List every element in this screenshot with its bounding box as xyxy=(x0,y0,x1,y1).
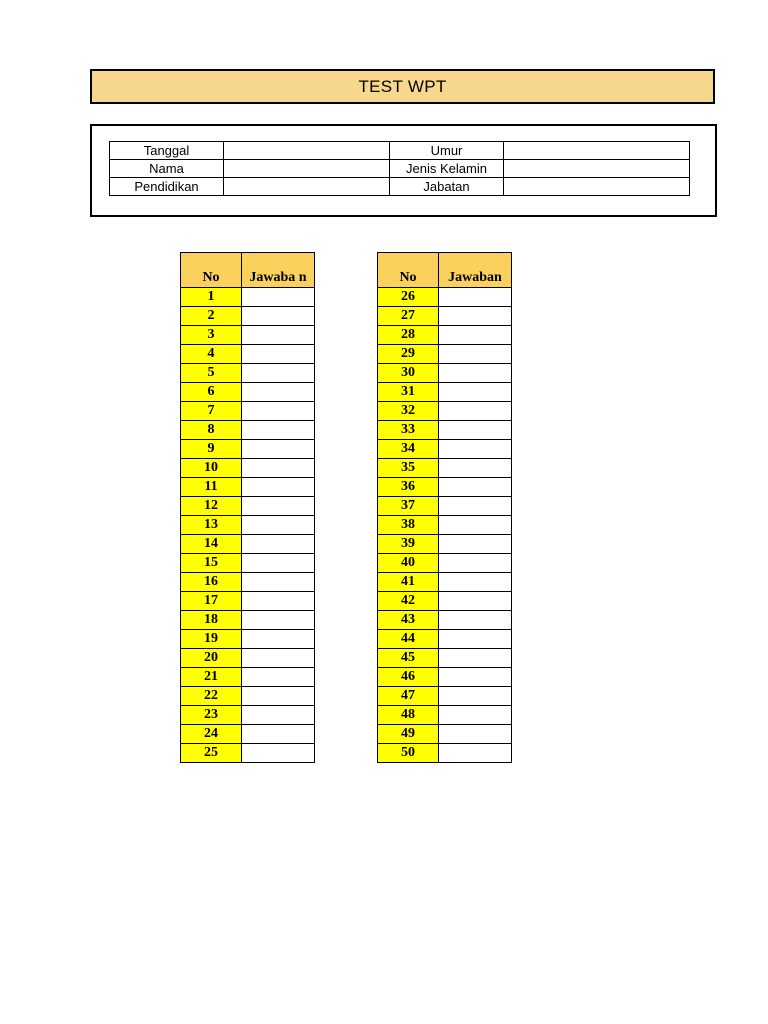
answer-cell[interactable] xyxy=(242,630,315,649)
question-number: 25 xyxy=(181,744,242,763)
answer-cell[interactable] xyxy=(242,364,315,383)
info-label: Umur xyxy=(390,142,504,160)
question-number: 41 xyxy=(378,573,439,592)
answer-cell[interactable] xyxy=(439,421,512,440)
question-number: 13 xyxy=(181,516,242,535)
answer-cell[interactable] xyxy=(439,497,512,516)
question-number: 32 xyxy=(378,402,439,421)
table-row xyxy=(378,440,512,459)
info-value-field[interactable] xyxy=(504,178,690,196)
question-number: 12 xyxy=(181,497,242,516)
question-number: 24 xyxy=(181,725,242,744)
answer-cell[interactable] xyxy=(439,440,512,459)
table-row xyxy=(378,668,512,687)
answer-cell[interactable] xyxy=(242,592,315,611)
answer-cell[interactable] xyxy=(242,478,315,497)
table-row xyxy=(378,345,512,364)
answer-cell[interactable] xyxy=(439,687,512,706)
question-number: 8 xyxy=(181,421,242,440)
question-number: 33 xyxy=(378,421,439,440)
question-number: 42 xyxy=(378,592,439,611)
answer-cell[interactable] xyxy=(242,516,315,535)
question-number: 49 xyxy=(378,725,439,744)
question-number: 27 xyxy=(378,307,439,326)
table-row xyxy=(181,592,315,611)
question-number: 43 xyxy=(378,611,439,630)
question-number: 46 xyxy=(378,668,439,687)
column-header-no: No xyxy=(181,253,242,288)
answer-cell[interactable] xyxy=(242,421,315,440)
answer-cell[interactable] xyxy=(439,649,512,668)
question-number: 45 xyxy=(378,649,439,668)
answer-cell[interactable] xyxy=(439,573,512,592)
question-number: 48 xyxy=(378,706,439,725)
answer-cell[interactable] xyxy=(242,668,315,687)
answer-cell[interactable] xyxy=(242,725,315,744)
answer-cell[interactable] xyxy=(242,440,315,459)
info-row xyxy=(110,160,690,178)
answer-cell[interactable] xyxy=(242,706,315,725)
question-number: 19 xyxy=(181,630,242,649)
question-number: 4 xyxy=(181,345,242,364)
answer-cell[interactable] xyxy=(439,706,512,725)
question-number: 47 xyxy=(378,687,439,706)
answer-cell[interactable] xyxy=(242,649,315,668)
info-label: Pendidikan xyxy=(110,178,224,196)
table-row xyxy=(378,744,512,763)
table-row xyxy=(181,744,315,763)
table-row xyxy=(378,649,512,668)
info-label: Jenis Kelamin xyxy=(390,160,504,178)
table-row xyxy=(181,611,315,630)
answer-cell[interactable] xyxy=(242,497,315,516)
table-row xyxy=(181,554,315,573)
info-value-field[interactable] xyxy=(224,160,390,178)
question-number: 7 xyxy=(181,402,242,421)
answer-cell[interactable] xyxy=(439,345,512,364)
answer-cell[interactable] xyxy=(242,326,315,345)
table-row xyxy=(378,592,512,611)
table-row xyxy=(378,288,512,307)
question-number: 5 xyxy=(181,364,242,383)
table-row xyxy=(181,706,315,725)
question-number: 20 xyxy=(181,649,242,668)
question-number: 37 xyxy=(378,497,439,516)
table-row xyxy=(181,307,315,326)
answer-cell[interactable] xyxy=(439,611,512,630)
table-row xyxy=(181,573,315,592)
question-number: 29 xyxy=(378,345,439,364)
table-row xyxy=(181,725,315,744)
question-number: 3 xyxy=(181,326,242,345)
info-label: Jabatan xyxy=(390,178,504,196)
column-header-answer: Jawaban xyxy=(439,253,512,288)
info-value-field[interactable] xyxy=(504,142,690,160)
table-row xyxy=(181,668,315,687)
question-number: 35 xyxy=(378,459,439,478)
answer-table-1 xyxy=(180,252,315,763)
info-row xyxy=(110,142,690,160)
table-row xyxy=(378,573,512,592)
answer-cell[interactable] xyxy=(439,402,512,421)
question-number: 1 xyxy=(181,288,242,307)
table-row xyxy=(181,535,315,554)
info-value-field[interactable] xyxy=(504,160,690,178)
info-row xyxy=(110,178,690,196)
question-number: 26 xyxy=(378,288,439,307)
answer-table-2 xyxy=(377,252,512,763)
table-row xyxy=(378,554,512,573)
table-row xyxy=(378,516,512,535)
info-value-field[interactable] xyxy=(224,178,390,196)
table-row xyxy=(378,478,512,497)
question-number: 14 xyxy=(181,535,242,554)
question-number: 28 xyxy=(378,326,439,345)
question-number: 10 xyxy=(181,459,242,478)
question-number: 6 xyxy=(181,383,242,402)
question-number: 21 xyxy=(181,668,242,687)
info-value-field[interactable] xyxy=(224,142,390,160)
question-number: 30 xyxy=(378,364,439,383)
question-number: 44 xyxy=(378,630,439,649)
question-number: 40 xyxy=(378,554,439,573)
personal-info-box xyxy=(90,124,717,217)
answer-cell[interactable] xyxy=(439,459,512,478)
question-number: 18 xyxy=(181,611,242,630)
answer-cell[interactable] xyxy=(242,573,315,592)
answer-cell[interactable] xyxy=(439,516,512,535)
table-row xyxy=(181,459,315,478)
column-header-answer: Jawaba n xyxy=(242,253,315,288)
table-row xyxy=(181,649,315,668)
table-row xyxy=(181,326,315,345)
answer-cell[interactable] xyxy=(439,630,512,649)
table-row xyxy=(378,326,512,345)
answer-cell[interactable] xyxy=(242,383,315,402)
question-number: 34 xyxy=(378,440,439,459)
question-number: 38 xyxy=(378,516,439,535)
question-number: 2 xyxy=(181,307,242,326)
table-row xyxy=(378,459,512,478)
answer-cell[interactable] xyxy=(439,668,512,687)
table-row xyxy=(378,383,512,402)
answer-cell[interactable] xyxy=(242,288,315,307)
answer-cell[interactable] xyxy=(439,535,512,554)
table-row xyxy=(181,288,315,307)
answer-cell[interactable] xyxy=(242,402,315,421)
question-number: 23 xyxy=(181,706,242,725)
table-row xyxy=(181,687,315,706)
table-row xyxy=(181,383,315,402)
table-row xyxy=(378,307,512,326)
answer-cell[interactable] xyxy=(439,307,512,326)
answer-cell[interactable] xyxy=(439,383,512,402)
answer-cell[interactable] xyxy=(439,592,512,611)
table-row xyxy=(181,402,315,421)
answer-cell[interactable] xyxy=(439,364,512,383)
answer-cell[interactable] xyxy=(242,535,315,554)
table-row xyxy=(378,706,512,725)
table-row xyxy=(181,497,315,516)
answer-cell[interactable] xyxy=(242,611,315,630)
table-row xyxy=(181,516,315,535)
question-number: 16 xyxy=(181,573,242,592)
table-row xyxy=(378,364,512,383)
page-title: TEST WPT xyxy=(90,69,715,104)
table-row xyxy=(181,440,315,459)
table-row xyxy=(378,402,512,421)
table-row xyxy=(378,687,512,706)
table-row xyxy=(181,630,315,649)
question-number: 39 xyxy=(378,535,439,554)
table-row xyxy=(181,364,315,383)
table-row xyxy=(378,497,512,516)
answer-cell[interactable] xyxy=(242,307,315,326)
answer-cell[interactable] xyxy=(439,478,512,497)
answer-cell[interactable] xyxy=(242,345,315,364)
info-label: Nama xyxy=(110,160,224,178)
table-row xyxy=(181,421,315,440)
table-row xyxy=(378,725,512,744)
question-number: 11 xyxy=(181,478,242,497)
table-row xyxy=(378,421,512,440)
table-row xyxy=(378,535,512,554)
personal-info-table xyxy=(109,141,690,196)
info-label: Tanggal xyxy=(110,142,224,160)
answer-cell[interactable] xyxy=(439,554,512,573)
answer-cell[interactable] xyxy=(242,554,315,573)
question-number: 22 xyxy=(181,687,242,706)
question-number: 31 xyxy=(378,383,439,402)
answer-cell[interactable] xyxy=(439,326,512,345)
answer-cell[interactable] xyxy=(439,725,512,744)
answer-cell[interactable] xyxy=(242,687,315,706)
table-row xyxy=(378,611,512,630)
table-row xyxy=(378,630,512,649)
answer-cell[interactable] xyxy=(242,744,315,763)
column-header-no: No xyxy=(378,253,439,288)
table-row xyxy=(181,478,315,497)
question-number: 50 xyxy=(378,744,439,763)
question-number: 17 xyxy=(181,592,242,611)
answer-cell[interactable] xyxy=(439,744,512,763)
table-row xyxy=(181,345,315,364)
question-number: 15 xyxy=(181,554,242,573)
question-number: 36 xyxy=(378,478,439,497)
question-number: 9 xyxy=(181,440,242,459)
answer-cell[interactable] xyxy=(242,459,315,478)
answer-cell[interactable] xyxy=(439,288,512,307)
